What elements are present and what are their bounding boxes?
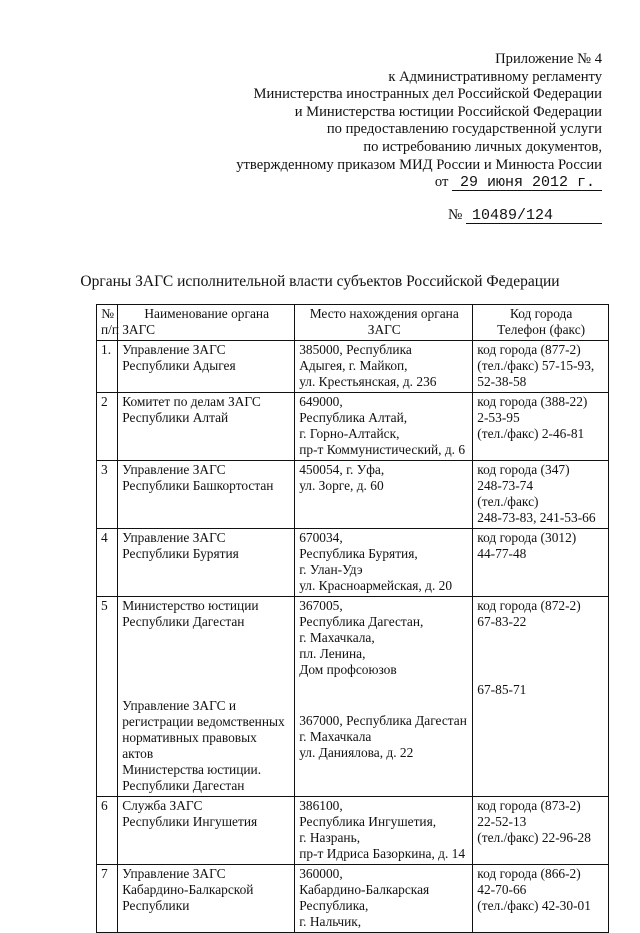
cell-phone: код города (873-2) 22-52-13 (тел./факс) 22-96-28	[473, 797, 609, 865]
cell-num: 6	[97, 797, 118, 865]
table-header-row	[97, 305, 609, 341]
cell-name: Управление ЗАГС Кабардино-Балкарской Республики	[118, 865, 295, 933]
appendix-line: Министерства иностранных дел Российской Федерации	[253, 86, 602, 103]
cell-location: 649000, Республика Алтай, г. Горно-Алтайск, пр-т Коммунистический, д. 6	[295, 393, 473, 461]
order-date-value: 29 июня 2012 г.	[452, 175, 602, 191]
appendix-line: утвержденному приказом МИД России и Минюста России	[236, 156, 602, 173]
cell-location: 386100, Республика Ингушетия, г. Назрань, пр-т Идриса Базоркина, д. 14	[295, 797, 473, 865]
cell-phone: код города (877-2) (тел./факс) 57-15-93, 52-38-58	[473, 341, 609, 393]
table-row	[97, 797, 609, 865]
cell-location: 360000, Кабардино-Балкарская Республика, г. Нальчик,	[295, 865, 473, 933]
order-number-line	[448, 207, 602, 224]
order-date-line	[236, 174, 602, 192]
cell-location: 670034, Республика Бурятия, г. Улан-Удэ ул. Красноармейская, д. 20	[295, 529, 473, 597]
appendix-header	[236, 51, 602, 192]
table-row	[97, 865, 609, 933]
appendix-line: по истребованию личных документов,	[363, 138, 602, 155]
table-row	[97, 461, 609, 529]
cell-name: Управление ЗАГС Республики Бурятия	[118, 529, 295, 597]
order-number-value: 10489/124	[466, 208, 602, 224]
appendix-line: по предоставлению государственной услуги	[326, 121, 602, 138]
header-phone: Код города Телефон (факс)	[473, 305, 609, 341]
cell-phone: код города (872-2) 67-83-22 67-85-71	[473, 597, 609, 797]
cell-location: 385000, Республика Адыгея, г. Майкоп, ул. Крестьянская, д. 236	[295, 341, 473, 393]
cell-name: Служба ЗАГС Республики Ингушетия	[118, 797, 295, 865]
table-row	[97, 597, 609, 797]
order-date-label: от	[434, 174, 449, 191]
cell-num: 5	[97, 597, 118, 797]
cell-name: Министерство юстиции Республики Дагестан Управление ЗАГС и регистрации ведомственных нормативных правовых актов Министерства юстиции. Республики Дагестан	[118, 597, 295, 797]
cell-num: 2	[97, 393, 118, 461]
table-row	[97, 393, 609, 461]
header-num: № п/п	[97, 305, 118, 341]
cell-num: 4	[97, 529, 118, 597]
cell-num: 1.	[97, 341, 118, 393]
cell-phone: код города (3012) 44-77-48	[473, 529, 609, 597]
cell-phone: код города (388-22) 2-53-95 (тел./факс) 2-46-81	[473, 393, 609, 461]
cell-num: 7	[97, 865, 118, 933]
document-title: Органы ЗАГС исполнительной власти субъектов Российской Федерации	[80, 273, 560, 290]
header-location: Место нахождения органа ЗАГС	[295, 305, 473, 341]
cell-location: 450054, г. Уфа, ул. Зорге, д. 60	[295, 461, 473, 529]
order-number-label: №	[447, 207, 463, 223]
zags-table	[96, 304, 609, 933]
table-row	[97, 341, 609, 393]
cell-name: Комитет по делам ЗАГС Республики Алтай	[118, 393, 295, 461]
table-row	[97, 529, 609, 597]
cell-phone: код города (866-2) 42-70-66 (тел./факс) 42-30-01	[473, 865, 609, 933]
appendix-line: и Министерства юстиции Российской Федерации	[294, 103, 602, 120]
cell-name: Управление ЗАГС Республики Башкортостан	[118, 461, 295, 529]
cell-num: 3	[97, 461, 118, 529]
appendix-line: к Административному регламенту	[388, 68, 602, 85]
header-name: Наименование органа ЗАГС	[118, 305, 295, 341]
appendix-line: Приложение № 4	[495, 51, 602, 67]
cell-name: Управление ЗАГС Республики Адыгея	[118, 341, 295, 393]
cell-location: 367005, Республика Дагестан, г. Махачкала, пл. Ленина, Дом профсоюзов 367000, Республика Дагестан г. Махачкала ул. Даниялова, д. 22	[295, 597, 473, 797]
cell-phone: код города (347) 248-73-74 (тел./факс) 248-73-83, 241-53-66	[473, 461, 609, 529]
